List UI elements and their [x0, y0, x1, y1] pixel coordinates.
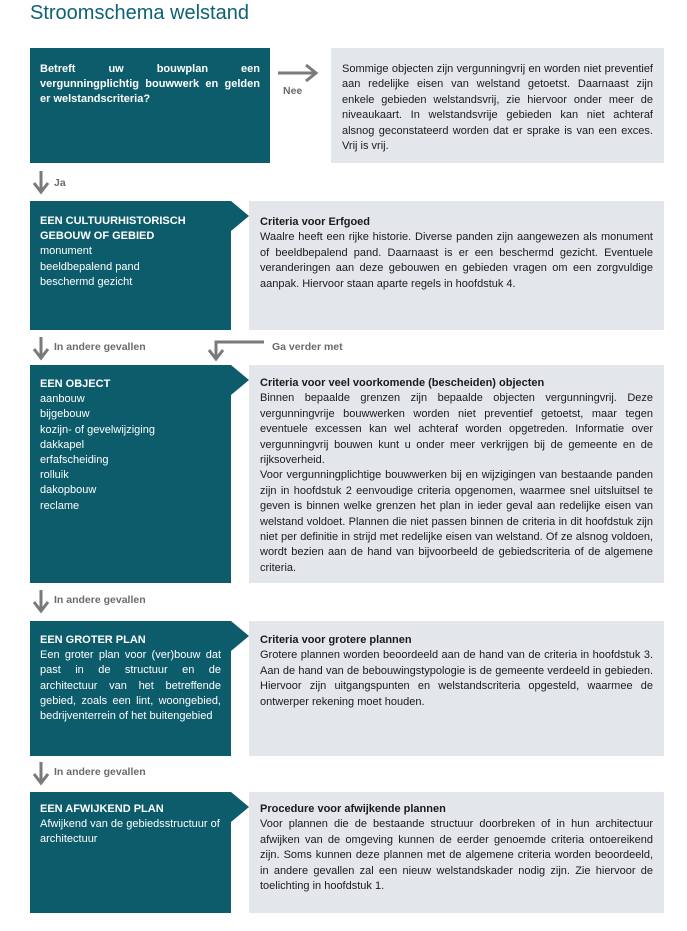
arrow-right-icon	[278, 63, 322, 83]
step-heading: EEN OBJECT	[40, 378, 111, 390]
criteria-panel-larger-plan	[249, 621, 664, 756]
step-item: beschermd gezicht	[40, 275, 133, 288]
step-item: erfafscheiding	[40, 454, 109, 467]
pointer-triangle	[231, 365, 251, 395]
step-item: reclame	[40, 499, 80, 512]
otherwise-label: In andere gevallen	[54, 341, 146, 353]
criteria-panel-heritage	[249, 201, 664, 330]
criteria-text: Voor vergunningplichtige bouwwerken bij en wijzigingen van bestaande panden zijn in hoofdstuk 2 eenvoudige criteria opgenomen, waarmee snel uitsluitsel te geven is binnen welke grenzen het plan in ieder geval aan redelijke eisen van welstand voldoet. Plannen die niet passen binnen de criteria in dit hoofdstuk zijn niet per definitie in strijd met redelijke eisen van welstand. Of ze alsnog voldoen, wordt bezien aan de hand van bijvoorbeeld de gebiedscriteria of de algemene criteria.	[260, 469, 653, 574]
criteria-panel-deviating-plan	[249, 792, 664, 913]
no-panel-text: Sommige objecten zijn vergunningvrij en worden niet preventief aan redelijke eisen van welstand getoetst. Daarnaast zijn enkele gebieden welstandsvrij, zie hiervoor onder meer de niveaukaart. In welstandsvrije gebieden kan niet achteraf alsnog geconstateerd worden dat er sprake is van een exces. Vrij is vrij.	[342, 63, 653, 153]
step-heading: EEN AFWIJKEND PLAN	[40, 803, 164, 815]
arrow-down-icon	[32, 337, 52, 361]
criteria-panel-object	[249, 365, 664, 583]
step-item: dakkapel	[40, 438, 85, 451]
pointer-triangle	[231, 621, 251, 651]
step-heading: EEN CULTUURHISTORISCH GEBOUW OF GEBIED	[40, 215, 186, 243]
otherwise-label: In andere gevallen	[54, 594, 146, 606]
elbow-arrow-icon	[204, 336, 268, 362]
arrow-down-icon	[32, 171, 52, 195]
arrow-down-icon	[32, 590, 52, 614]
step-item: dakopbouw	[40, 484, 97, 497]
pointer-triangle	[231, 792, 251, 822]
step-box-object	[30, 365, 231, 583]
step-box-deviating-plan	[30, 792, 231, 913]
step-box-heritage	[30, 201, 231, 330]
otherwise-label: In andere gevallen	[54, 766, 146, 778]
criteria-text: Binnen bepaalde grenzen zijn bepaalde objecten vergunningvrij. Deze vergunningvrije bouwwerken worden niet preventief getoetst, maar tegen eventuele excessen kan wel achteraf worden opgetreden. Informatie over vergunningvrij bouwen kunt u onder meer verkrijgen bij de gemeente en de rijksoverheid.	[260, 392, 653, 467]
step-box-larger-plan	[30, 621, 231, 756]
question-box	[30, 48, 270, 163]
step-description: Een groter plan voor (ver)bouw dat past in de structuur en de architectuur van het betreffende gebied, zoals een lint, woongebied, bedrijventerrein of het buitengebied	[40, 649, 221, 723]
criteria-title: Criteria voor Erfgoed	[260, 216, 371, 228]
question-text: Betreft uw bouwplan een vergunningplichtig bouwwerk en gelden er welstandscriteria?	[40, 63, 260, 106]
step-heading: EEN GROTER PLAN	[40, 634, 146, 646]
step-item: kozijn- of gevelwijziging	[40, 423, 155, 436]
criteria-text: Grotere plannen worden beoordeeld aan de hand van de criteria in hoofdstuk 3. Aan de hand van de bebouwingstypologie is de gemeente verdeeld in gebieden. Hiervoor zijn uitgangspunten en welstandscriteria opgesteld, waarmee de ontwerper rekening moet houden.	[260, 649, 653, 708]
step-item: bijgebouw	[40, 408, 90, 421]
criteria-title: Procedure voor afwijkende plannen	[260, 803, 446, 815]
page-title: Stroomschema welstand	[30, 2, 249, 24]
no-panel	[331, 48, 664, 163]
step-item: aanbouw	[40, 393, 85, 406]
pointer-triangle	[231, 201, 251, 231]
criteria-text: Voor plannen die de bestaande structuur doorbreken of in hun architectuur afwijken van de omgeving kunnen de eerder genoemde criteria ontoereikend zijn. Soms kunnen deze plannen met de algemene criteria worden beoordeeld, in andere gevallen zal een nieuw welstandskader nodig zijn. Zie hiervoor de toelichting in hoofdstuk 1.	[260, 818, 653, 893]
criteria-title: Criteria voor veel voorkomende (bescheiden) objecten	[260, 377, 545, 389]
criteria-title: Criteria voor grotere plannen	[260, 634, 412, 646]
step-item: rolluik	[40, 469, 69, 482]
step-item: monument	[40, 245, 92, 258]
continue-label: Ga verder met	[272, 341, 343, 353]
step-description: Afwijkend van de gebiedsstructuur of architectuur	[40, 818, 220, 846]
step-item: beeldbepalend pand	[40, 260, 140, 273]
yes-label: Ja	[54, 177, 66, 189]
criteria-text: Waalre heeft een rijke historie. Diverse panden zijn aangewezen als monument of beeldbepalend pand. Daarnaast is er een beschermd gezicht. Eventuele veranderingen aan deze gebouwen en gebieden vragen om een zorgvuldige aanpak. Hiervoor staan aparte regels in hoofdstuk 4.	[260, 231, 653, 290]
no-label: Nee	[283, 85, 303, 97]
arrow-down-icon	[32, 762, 52, 786]
